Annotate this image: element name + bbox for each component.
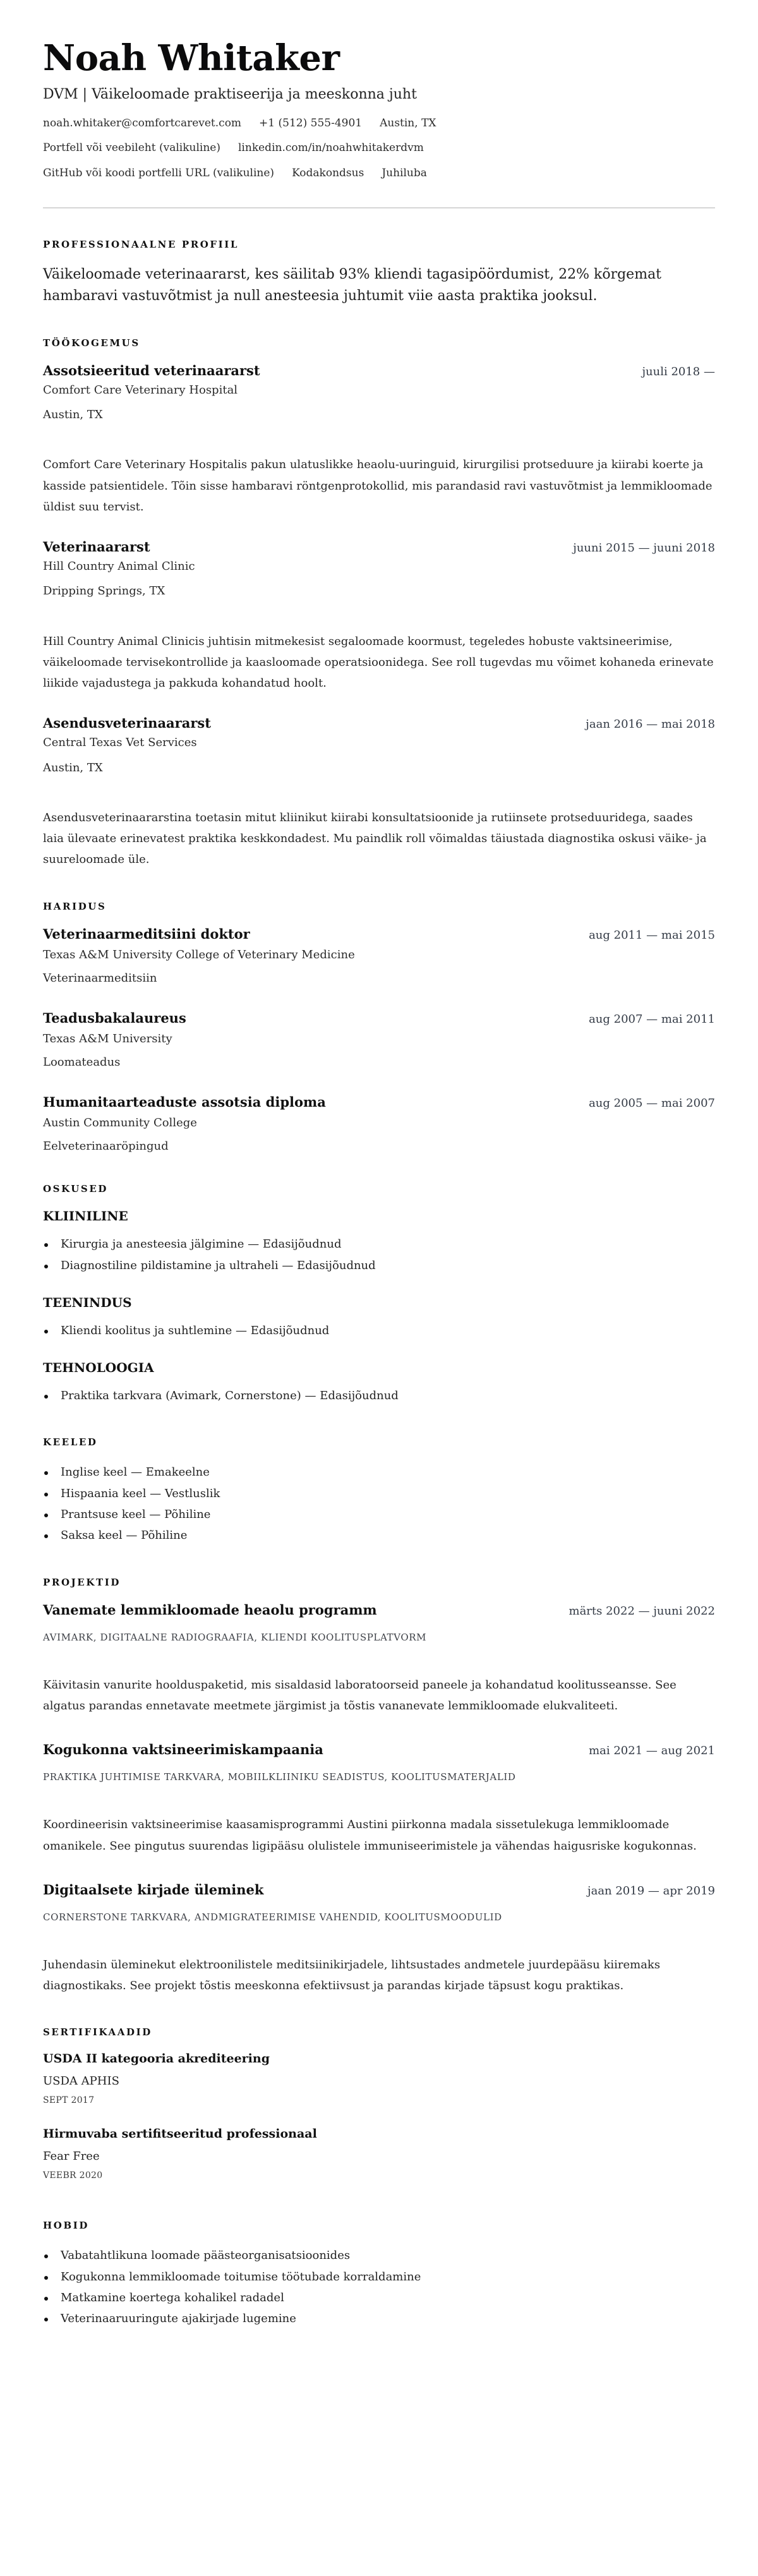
section-title: PROJEKTID (43, 1576, 121, 1588)
skill-group (43, 1295, 715, 1341)
job-location: Dripping Springs, TX (43, 584, 165, 598)
resume-header (43, 39, 715, 208)
section-title: HARIDUS (43, 900, 107, 912)
skill-item: Praktika tarkvara (Avimark, Cornerstone) — Edasijõudnud (43, 1385, 715, 1406)
certification-issuer: USDA APHIS (43, 2074, 119, 2088)
employer: Central Texas Vet Services (43, 736, 197, 750)
project-entry (43, 1742, 715, 1857)
education-entry (43, 926, 715, 985)
job-description: Asendusveterinaararstina toetasin mitut kliinikut kiirabi konsultatsioonide ja rutiinsete protseduuridega, saades laia ülevaate erinevatest praktika keskkondadest. Mu paindlik roll võimaldas täiustada diagnostika oskusi väike- ja suureloomade üle. (43, 810, 707, 867)
experience-entry (43, 539, 715, 694)
job-dates: juuni 2015 — juuni 2018 (573, 541, 715, 555)
project-entry (43, 1882, 715, 1997)
skill-item: Kirurgia ja anesteesia jälgimine — Edasijõudnud (43, 1234, 715, 1255)
school: Texas A&M University (43, 1032, 172, 1045)
hobby-item: Matkamine koertega kohalikel radadel (43, 2287, 715, 2308)
education-section (43, 901, 715, 1153)
language-item: Hispaania keel — Vestluslik (43, 1483, 715, 1504)
certification-date: SEPT 2017 (43, 2095, 95, 2106)
project-description: Käivitasin vanurite hoolduspaketid, mis sisaldasid laboratoorseid paneele ja kohandatud koolitusseansse. See algatus parandas ennetavate meetmete järgimist ja tõstis vananevate lemmikloomade elukvaliteeti. (43, 1678, 677, 1712)
linkedin-link[interactable]: linkedin.com/in/noahwhitakerdvm (238, 141, 424, 155)
job-location: Austin, TX (43, 408, 103, 422)
section-title: KEELED (43, 1436, 98, 1448)
project-dates: mai 2021 — aug 2021 (589, 1744, 715, 1758)
contact-row (43, 140, 715, 157)
skill-item: Kliendi koolitus ja suhtlemine — Edasijõudnud (43, 1320, 715, 1341)
profile-section (43, 239, 715, 307)
project-title: Vanemate lemmikloomade heaolu programm (43, 1601, 377, 1618)
certification-title: Hirmuvaba sertifitseeritud professionaal (43, 2127, 317, 2141)
project-tags: PRAKTIKA JUHTIMISE TARKVARA, MOBIILKLIINIKU SEADISTUS, KOOLITUSMATERJALID (43, 1771, 516, 1783)
contact-row (43, 115, 715, 132)
citizenship: Kodakondsus (292, 166, 364, 179)
education-entry (43, 1010, 715, 1069)
profile-summary: Väikeloomade veterinaararst, kes säilitab 93% kliendi tagasipöördumist, 22% kõrgemat hambaravi vastuvõtmist ja null anesteesia juhtumit viie aasta praktika jooksul. (43, 266, 662, 304)
skill-group-title: KLIINILINE (43, 1208, 128, 1224)
section-title: HOBID (43, 2220, 89, 2232)
header-divider (43, 207, 715, 208)
skill-group-title: TEHNOLOOGIA (43, 1360, 154, 1376)
location: Austin, TX (380, 117, 436, 130)
language-item: Prantsuse keel — Põhiline (43, 1504, 715, 1525)
section-title: SERTIFIKAADID (43, 2026, 152, 2038)
field-of-study: Eelveterinaaröpingud (43, 1140, 169, 1153)
project-description: Juhendasin üleminekut elektroonilistele meditsiinikirjadele, lihtsustades andmetele juurdepääsu kiiremaks diagnostikaks. See projekt tõstis meeskonna efektiivsust ja parandas kirjade täpsust kogu praktikas. (43, 1958, 661, 1993)
education-entry (43, 1094, 715, 1153)
candidate-headline: DVM | Väikeloomade praktiseerija ja meeskonna juht (43, 86, 417, 102)
employer: Comfort Care Veterinary Hospital (43, 383, 238, 397)
education-dates: aug 2005 — mai 2007 (589, 1097, 715, 1110)
phone-number[interactable]: +1 (512) 555-4901 (259, 117, 363, 130)
certification-issuer: Fear Free (43, 2150, 100, 2164)
certification-entry (43, 2052, 715, 2105)
portfolio-link[interactable]: Portfell või veebileht (valikuline) (43, 141, 220, 155)
projects-section (43, 1577, 715, 1997)
job-title: Assotsieeritud veterinaararst (43, 362, 260, 378)
employer: Hill Country Animal Clinic (43, 560, 195, 574)
job-title: Asendusveterinaararst (43, 715, 211, 731)
project-title: Digitaalsete kirjade üleminek (43, 1881, 264, 1898)
project-title: Kogukonna vaktsineerimiskampaania (43, 1742, 323, 1758)
certification-entry (43, 2127, 715, 2181)
hobby-item: Kogukonna lemmikloomade toitumise töötubade korraldamine (43, 2266, 715, 2287)
project-dates: jaan 2019 — apr 2019 (587, 1884, 715, 1898)
project-tags: AVIMARK, DIGITAALNE RADIOGRAAFIA, KLIENDI KOOLITUSPLATVORM (43, 1631, 427, 1643)
degree: Teadusbakalaureus (43, 1009, 186, 1026)
section-title: PROFESSIONAALNE PROFIIL (43, 238, 239, 250)
project-entry (43, 1602, 715, 1717)
job-title: Veterinaararst (43, 539, 150, 555)
hobbies-section (43, 2220, 715, 2329)
hobby-item: Veterinaaruuringute ajakirjade lugemine (43, 2308, 715, 2329)
section-title: TÖÖKOGEMUS (43, 337, 140, 349)
experience-entry (43, 363, 715, 517)
skill-item: Diagnostiline pildistamine ja ultraheli — Edasijõudnud (43, 1255, 715, 1276)
languages-section (43, 1436, 715, 1546)
job-dates: jaan 2016 — mai 2018 (586, 718, 715, 731)
experience-entry (43, 715, 715, 870)
project-tags: CORNERSTONE TARKVARA, ANDMIGRATEERIMISE VAHENDID, KOOLITUSMOODULID (43, 1911, 502, 1923)
candidate-name: Noah Whitaker (43, 37, 340, 79)
certifications-section (43, 2026, 715, 2181)
language-item: Saksa keel — Põhiline (43, 1525, 715, 1546)
school: Austin Community College (43, 1116, 197, 1130)
field-of-study: Veterinaarmeditsiin (43, 971, 157, 985)
degree: Veterinaarmeditsiini doktor (43, 925, 250, 942)
contact-row (43, 165, 715, 182)
section-title: OSKUSED (43, 1183, 108, 1195)
school: Texas A&M University College of Veterinary Medicine (43, 948, 355, 961)
github-link[interactable]: GitHub või koodi portfelli URL (valikuline) (43, 166, 275, 179)
certification-title: USDA II kategooria akrediteering (43, 2052, 270, 2066)
skill-group (43, 1360, 715, 1406)
job-location: Austin, TX (43, 761, 103, 774)
project-dates: märts 2022 — juuni 2022 (568, 1604, 715, 1618)
field-of-study: Loomateadus (43, 1056, 121, 1069)
skills-section (43, 1183, 715, 1406)
language-item: Inglise keel — Emakeelne (43, 1462, 715, 1483)
project-description: Koordineerisin vaktsineerimise kaasamisprogrammi Austini piirkonna madala sissetulekuga lemmikloomade omanikele. See pingutus suurendas ligipääsu olulistele immuniseerimistele ja vähendas haigusriske kogukonnas. (43, 1818, 697, 1853)
education-dates: aug 2007 — mai 2011 (589, 1012, 715, 1026)
hobby-item: Vabatahtlikuna loomade päästeorganisatsioonides (43, 2245, 715, 2266)
degree: Humanitaarteaduste assotsia diploma (43, 1094, 326, 1110)
drivers-license: Juhiluba (382, 166, 427, 179)
job-dates: juuli 2018 — (642, 364, 715, 378)
experience-section (43, 337, 715, 870)
job-description: Hill Country Animal Clinicis juhtisin mitmekesist segaloomade koormust, tegeledes hobuste vaktsineerimise, väikeloomade tervisekontrollide ja kaasloomade operatsioonidega. See roll tugevdas mu võimet kohaneda erinevate liikide vajadustega ja pakkuda kohandatud hoolt. (43, 634, 714, 690)
education-dates: aug 2011 — mai 2015 (589, 928, 715, 942)
skill-group-title: TEENINDUS (43, 1294, 132, 1310)
email-link[interactable]: noah.whitaker@comfortcarevet.com (43, 117, 242, 130)
skill-group (43, 1208, 715, 1276)
certification-date: VEEBR 2020 (43, 2170, 103, 2181)
job-description: Comfort Care Veterinary Hospitalis pakun ulatuslikke heaolu-uuringuid, kirurgilisi protseduure ja kiirabi koerte ja kasside patsientidele. Tõin sisse hambaravi röntgenprotokollid, mis parandasid ravi vastuvõtmist ja lemmikloomade üldist suu tervist. (43, 458, 713, 514)
